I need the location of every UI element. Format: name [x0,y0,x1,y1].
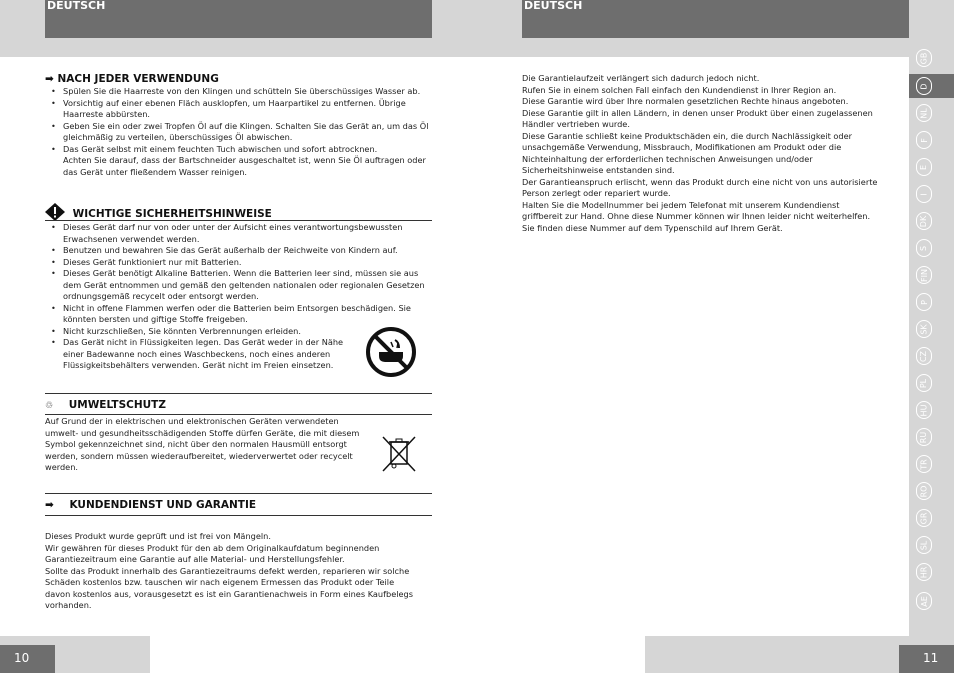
list-item: • Dieses Gerät funktioniert nur mit Batterien. [45,257,432,269]
environment-text: Auf Grund der in elektrischen und elektronischen Geräten verwendeten umwelt- und gesundheitsschädigenden Stoffe dürfen Geräte, die mit diesem Symbol gekennzeichnet sind, nicht über den normalen Hausmüll entsorgt werden, sondern müssen wiederaufbereitet, wiederverwertet oder recycelt werden. [45,416,360,472]
list-item: • Das Gerät selbst mit einem feuchten Tuch abwischen und sofort abtrocknen. [45,144,432,156]
lang-tab-active[interactable] [909,74,954,98]
list-item: • Das Gerät nicht in Flüssigkeiten legen. Das Gerät weder in der Nähe einer Badewanne noch eines Waschbeckens, noch eines anderen Flüssigkeitsbehälters verwenden. Gerät nicht im Freien einsetzen. [45,337,345,372]
divider [45,515,432,516]
after-use-list [45,86,432,178]
after-use-heading: ➡ NACH JEDER VERWENDUNG [45,73,219,85]
page-number-right: 11 [899,645,954,673]
list-item: • Benutzen und bewahren Sie das Gerät außerhalb der Reichweite von Kindern auf. [45,245,432,257]
divider [45,493,432,494]
lang-tab-fin[interactable]: FIN [916,266,932,284]
divider [45,393,432,394]
lang-tab-nl[interactable]: NL [916,104,932,122]
lang-tab-tr[interactable]: TR [916,455,932,473]
paragraph: Diese Garantie schließt keine Produktschäden ein, die durch Nachlässigkeit oder unsachgemäße Verwendung, Missbrauch, Modifikationen am Produkt oder die Nichteinhaltung der erforderlichen technischen Anweisungen und/oder Sicherheitshinweise entstanden sind. [522,130,853,175]
lang-tab-sk[interactable]: SK [916,320,932,338]
lang-tab-hu[interactable]: HU [916,401,932,419]
service-heading: ➡ KUNDENDIENST UND GARANTIE [45,499,257,511]
lang-tab-i[interactable]: I [916,185,932,203]
lang-tab-ro[interactable]: RO [916,482,932,500]
warranty-text [522,73,882,234]
lang-tab-s[interactable]: S [916,239,932,257]
lang-tab-gr[interactable]: GR [916,509,932,527]
paragraph: Die Garantielaufzeit verlängert sich dadurch jedoch nicht. [522,73,760,83]
lang-tab-pl[interactable]: PL [916,374,932,392]
warning-icon [45,203,65,221]
lang-tab-sl[interactable]: SL [916,536,932,554]
list-item: • Nicht kurzschließen, Sie könnten Verbrennungen erleiden. [45,326,432,338]
lang-tab-ru[interactable]: RU [916,428,932,446]
page-footer-left [0,636,150,673]
paragraph: Diese Garantie gilt in allen Ländern, in denen unser Produkt über einen zugelassenen Händler vertrieben wurde. [522,107,873,129]
list-item: • Dieses Gerät benötigt Alkaline Batterien. Wenn die Batterien leer sind, müssen sie aus dem Gerät entnommen und gemäß den geltenden nationalen oder regionalen Gesetzen ordnungsgemäß recycelt oder entsorgt werden. [45,268,432,303]
page-footer-right [645,636,954,673]
lang-tab-hr[interactable]: HR [916,563,932,581]
lang-tab-d[interactable]: D [916,77,932,95]
arrow-right-icon: ➡ [45,73,54,85]
lang-tab-p[interactable]: P [916,293,932,311]
safety-heading: WICHTIGE SICHERHEITSHINWEISE [45,203,272,221]
list-item: • Dieses Gerät darf nur von oder unter der Aufsicht eines verantwortungsbewussten Erwachsenen verwendet werden. [45,222,432,245]
crossed-out-bin-icon [380,434,418,474]
lang-tab-f[interactable]: F [916,131,932,149]
paragraph: Sie finden diese Nummer auf dem Typenschild auf Ihrem Gerät. [522,222,783,233]
lang-tab-ae[interactable]: AE [916,592,932,610]
list-item: • Spülen Sie die Haarreste von den Klingen und schütteln Sie überschüssiges Wasser ab. [45,86,432,98]
paragraph: Der Garantieanspruch erlischt, wenn das Produkt durch eine nicht von uns autorisierte Person zerlegt oder repariert wurde. [522,176,878,198]
lang-tab-cz[interactable]: CZ [916,347,932,365]
lang-tab-e[interactable]: E [916,158,932,176]
header-right: DEUTSCH [522,0,909,38]
list-item: Achten Sie darauf, dass der Bartschneider ausgeschaltet ist, wenn Sie Öl auftragen oder das Gerät unter fließendem Wasser reinigen. [63,155,426,177]
recycle-icon: ♲ [45,401,54,411]
list-item: • Geben Sie ein oder zwei Tropfen Öl auf die Klingen. Schalten Sie das Gerät an, um das Öl gleichmäßig zu verteilen, überschüssiges Öl abwischen. [45,121,432,144]
lang-tab-dk[interactable]: DK [916,212,932,230]
paragraph: Rufen Sie in einem solchen Fall einfach den Kundendienst in Ihrer Region an. [522,84,837,95]
arrow-right-icon: ➡ [45,499,54,511]
paragraph: Halten Sie die Modellnummer bei jedem Telefonat mit unserem Kundendienst griffbereit zur Hand. Ohne diese Nummer können wir Ihnen leider nicht weiterhelfen. [522,199,871,221]
list-item: • Vorsichtig auf einer ebenen Fläch ausklopfen, um Haarpartikel zu entfernen. Übrige Haarreste abbürsten. [45,98,432,121]
paragraph: Dieses Produkt wurde geprüft und ist frei von Mängeln. [45,531,271,541]
list-item: • Nicht in offene Flammen werfen oder die Batterien beim Entsorgen beschädigen. Sie könnten bersten und giftige Stoffe freigeben. [45,303,432,326]
divider [45,414,432,415]
paragraph: Wir gewähren für dieses Produkt für den ab dem Originalkaufdatum beginnenden Garantiezeitraum eine Garantie auf alle Material- und Herstellungsfehler. [45,542,380,564]
paragraph: Sollte das Produkt innerhalb des Garantiezeitraums defekt werden, reparieren wir solche Schäden kostenlos bzw. tauschen wir nach eigenem Ermessen das Produkt oder Teile davon kostenlos aus, vorausgesetzt es ist ein Garantienachweis in Form eines Kaufbelegs vorhanden. [45,565,414,610]
page-number-left: 10 [0,645,55,673]
paragraph: Diese Garantie wird über Ihre normalen gesetzlichen Rechte hinaus angeboten. [522,96,849,106]
environment-heading: ♲ UMWELTSCHUTZ [45,399,166,411]
no-water-bath-icon [365,326,417,378]
lang-tab-gb[interactable]: GB [916,49,932,67]
divider [45,220,432,221]
header-left: DEUTSCH [45,0,432,38]
service-text [45,531,415,612]
